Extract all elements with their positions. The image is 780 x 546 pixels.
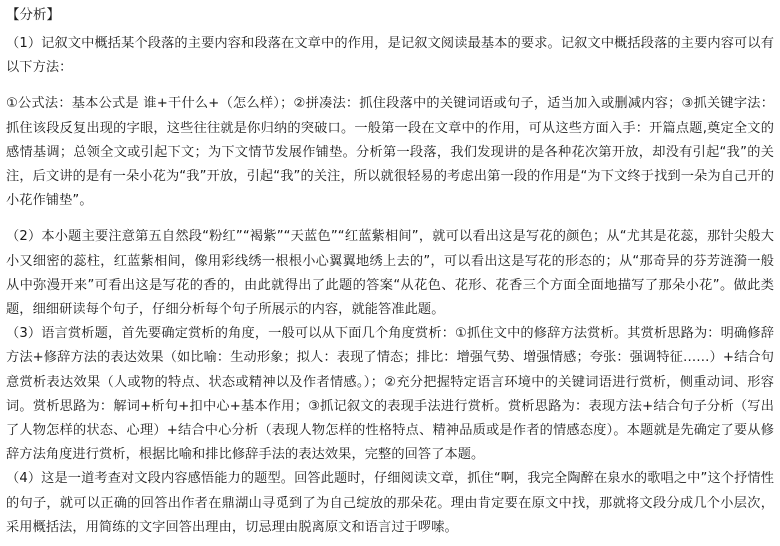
analysis-heading: 【分析】 [6,7,60,23]
spacer [6,80,774,92]
paragraph-methods-q1: ①公式法：基本公式是 谁+干什么+（怎么样）；②拼凑法：抓住段落中的关键词语或句子，适当加入或删减内容；③抓关键字法：抓住该段反复出现的字眼，这些往往就是你归纳的突破口。一般第一段在文章中的作用，可从这些方面入手：开篇点题,奠定全文的感情基调；总领全文或引起下文；为下文情节发展作铺垫。分析第一段落，我们发现讲的是各种花次第开放，却没有引起“我”的关注，后文讲的是有一朵小花为“我”开放，引起“我”的关注，所以就很轻易的考虑出第一段的作用是“为下文终于找到一朵为自己开的小花作铺垫”。 [6,96,774,209]
paragraph-q3: （3）语言赏析题，首先要确定赏析的角度，一般可以从下面几个角度赏析：①抓住文中的修辞方法赏析。其赏析思路为：明确修辞方法+修辞方法的表达效果（如比喻：生动形象；拟人：表现了情态；排比：增强气势、增强情感；夸张：强调特征……）+结合句意赏析表达效果（人或物的特点、状态或精神以及作者情感。）；②充分把握特定语言环境中的关键词语进行赏析，侧重动词、形容词。赏析思路为：解词+析句+扣中心+基本作用；③抓记叙文的表现手法进行赏析。赏析思路为：表现方法+结合句子分析（写出了人物怎样的状态、心理）+结合中心分析（表现人物怎样的性格特点、精神品质或是作者的情感态度）。本题就是先确定了要从修辞方法角度进行赏析，根据比喻和排比修辞手法的表达效果，完整的回答了本题。 [6,326,774,463]
paragraph-intro-q1: （1）记叙文中概括某个段落的主要内容和段落在文章中的作用，是记叙文阅读最基本的要求。记叙文中概括段落的主要内容可以有以下方法： [6,36,774,76]
paragraph-q4: （4）这是一道考查对文段内容感悟能力的题型。回答此题时，仔细阅读文章，抓住“啊，我完全陶醉在泉水的歌唱之中”这个抒情性的句子，就可以正确的回答出作者在鼎湖山寻觅到了为自己绽放的那朵花。理由肯定要在原文中找，那就将文段分成几个小层次，采用概括法，用简练的文字回答出理由，切忌理由脱离原文和语言过于啰嗦。 [6,471,774,535]
spacer [6,213,774,225]
paragraph-q2: （2）本小题主要注意第五自然段“粉红”“褐紫”“天蓝色”“红蓝紫相间”，就可以看出这是写花的颜色；从“尤其是花蕊，那针尖般大小又细密的蕊柱，红蓝紫相间，像用彩线绣一根根小心翼翼地绣上去的”，可以看出这是写花的形态的；从“那奇异的芬芳涟漪一般从中弥漫开来”可看出这是写花的香的，由此就得出了此题的答案“从花色、花形、花香三个方面全面地描写了那朵小花”。做此类题，细细研读每个句子，仔细分析每个句子所展示的内容，就能答准此题。 [6,229,774,318]
